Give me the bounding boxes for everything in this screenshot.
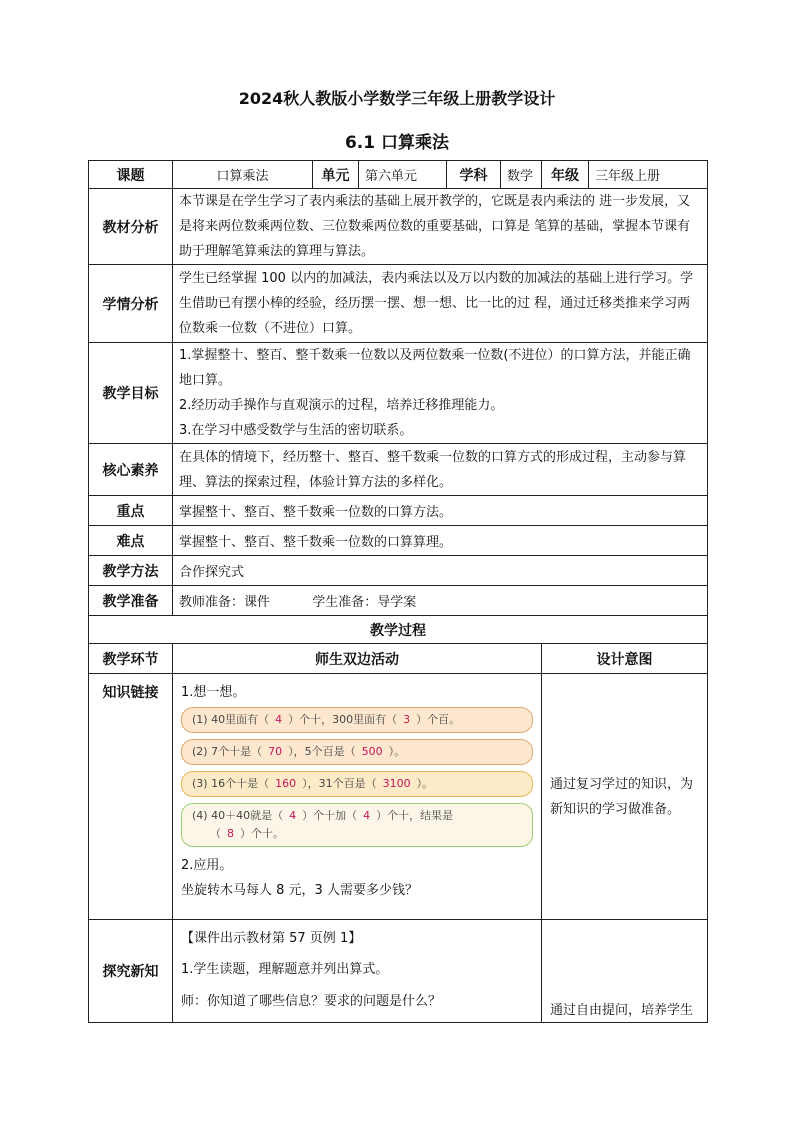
goal-item: 3.在学习中感受数学与生活的密切联系。 xyxy=(179,423,413,438)
goals-list xyxy=(173,343,708,444)
key-row xyxy=(89,496,708,526)
goal-item: 2.经历动手操作与直观演示的过程，培养迁移推理能力。 xyxy=(179,398,504,413)
difficult-row xyxy=(89,526,708,556)
difficult-text: 掌握整十、整百、整千数乘一位数的口算算理。 xyxy=(173,526,708,556)
textbook-text: 本节课是在学生学习了表内乘法的基础上展开教学的，它既是表内乘法的 进一步发展，又是将来两位数乘两位数、三位数乘两位数的重要基础，口算是 笔算的基础，掌握本节课有助于理解笔算乘法的算理与算法。 xyxy=(173,189,708,265)
topic-label: 课题 xyxy=(89,161,173,189)
core-label: 核心素养 xyxy=(89,444,173,496)
goals-row xyxy=(89,343,708,444)
answer-4b: 4 xyxy=(363,809,371,822)
explore-activity xyxy=(173,920,542,1023)
process-heading: 教学过程 xyxy=(89,616,708,644)
core-text: 在具体的情境下，经历整十、整百、整千数乘一位数的口算方式的形成过程，主动参与算理、算法的探索过程，体验计算方法的多样化。 xyxy=(173,444,708,496)
think-title: 1.想一想。 xyxy=(181,685,246,700)
key-text: 掌握整十、整百、整千数乘一位数的口算方法。 xyxy=(173,496,708,526)
goal-item: 1.掌握整十、整百、整千数乘一位数以及两位数乘一位数(不进位）的口算方法，并能正确地口算。 xyxy=(179,348,691,388)
core-row xyxy=(89,444,708,496)
explore-line-3: 师：你知道了哪些信息？要求的问题是什么？ xyxy=(181,994,442,1009)
link-activity xyxy=(173,674,542,920)
lesson-title: 6.1 口算乘法 xyxy=(344,133,450,153)
answer-2b: 500 xyxy=(361,745,383,758)
exercise-1: (1) 40里面有（ 4 ）个十，300里面有（ 3 ）个百。 xyxy=(181,707,533,733)
lesson-plan-table xyxy=(88,160,708,1023)
method-text: 合作探究式 xyxy=(173,556,708,586)
answer-2a: 70 xyxy=(268,745,283,758)
prep-teacher: 教师准备：课件 xyxy=(179,595,271,610)
apply-title: 2.应用。 xyxy=(181,858,233,873)
textbook-label: 教材分析 xyxy=(89,189,173,265)
info-row xyxy=(89,161,708,189)
topic-value: 口算乘法 xyxy=(173,161,313,189)
document-title: 2024秋人教版小学数学三年级上册教学设计 xyxy=(238,89,556,108)
answer-3b: 3100 xyxy=(382,777,411,790)
col-activity: 师生双边活动 xyxy=(173,644,542,674)
answer-3a: 160 xyxy=(275,777,297,790)
method-label: 教学方法 xyxy=(89,556,173,586)
answer-1b: 3 xyxy=(403,713,411,726)
exercise-4: (4) 40＋40就是（ 4 ）个十加（ 4 ）个十，结果是 （ 8 ）个十。 xyxy=(181,803,533,847)
link-row xyxy=(89,674,708,920)
explore-label: 探究新知 xyxy=(89,920,173,1023)
prep-text xyxy=(173,586,708,616)
grade-value: 三年级上册 xyxy=(589,161,708,189)
prep-row xyxy=(89,586,708,616)
answer-4c: 8 xyxy=(227,827,234,840)
goals-label: 教学目标 xyxy=(89,343,173,444)
grade-label: 年级 xyxy=(542,161,589,189)
link-intent: 通过复习学过的知识，为新知识的学习做准备。 xyxy=(542,674,708,920)
subject-value: 数学 xyxy=(501,161,542,189)
col-stage: 教学环节 xyxy=(89,644,173,674)
unit-value: 第六单元 xyxy=(359,161,447,189)
process-heading-row xyxy=(89,616,708,644)
prep-label: 教学准备 xyxy=(89,586,173,616)
apply-question: 坐旋转木马每人 8 元，3 人需要多少钱？ xyxy=(181,883,418,898)
explore-line-2: 1.学生读题，理解题意并列出算式。 xyxy=(181,962,389,977)
explore-intent: 通过自由提问，培养学生 xyxy=(542,920,708,1023)
exercise-2: (2) 7个十是（ 70 ），5个百是（ 500 ）。 xyxy=(181,739,533,765)
student-label: 学情分析 xyxy=(89,265,173,343)
exercise-3: (3) 16个十是（ 160 ），31个百是（ 3100 ）。 xyxy=(181,771,533,797)
student-row xyxy=(89,265,708,343)
explore-row xyxy=(89,920,708,1023)
answer-1a: 4 xyxy=(275,713,283,726)
key-label: 重点 xyxy=(89,496,173,526)
prep-student: 学生准备：导学案 xyxy=(312,595,417,610)
subject-label: 学科 xyxy=(447,161,501,189)
col-intent: 设计意图 xyxy=(542,644,708,674)
link-label: 知识链接 xyxy=(89,674,173,920)
process-columns-row xyxy=(89,644,708,674)
answer-4a: 4 xyxy=(289,809,297,822)
textbook-row xyxy=(89,189,708,265)
unit-label: 单元 xyxy=(313,161,359,189)
explore-line-1: 【课件出示教材第 57 页例 1】 xyxy=(181,931,362,946)
student-text: 学生已经掌握 100 以内的加减法，表内乘法以及万以内数的加减法的基础上进行学习。学生借助已有摆小棒的经验，经历摆一摆、想一想、比一比的过 程，通过迁移类推来学习两位数乘一位数（不进位）口算。 xyxy=(173,265,708,343)
method-row xyxy=(89,556,708,586)
difficult-label: 难点 xyxy=(89,526,173,556)
